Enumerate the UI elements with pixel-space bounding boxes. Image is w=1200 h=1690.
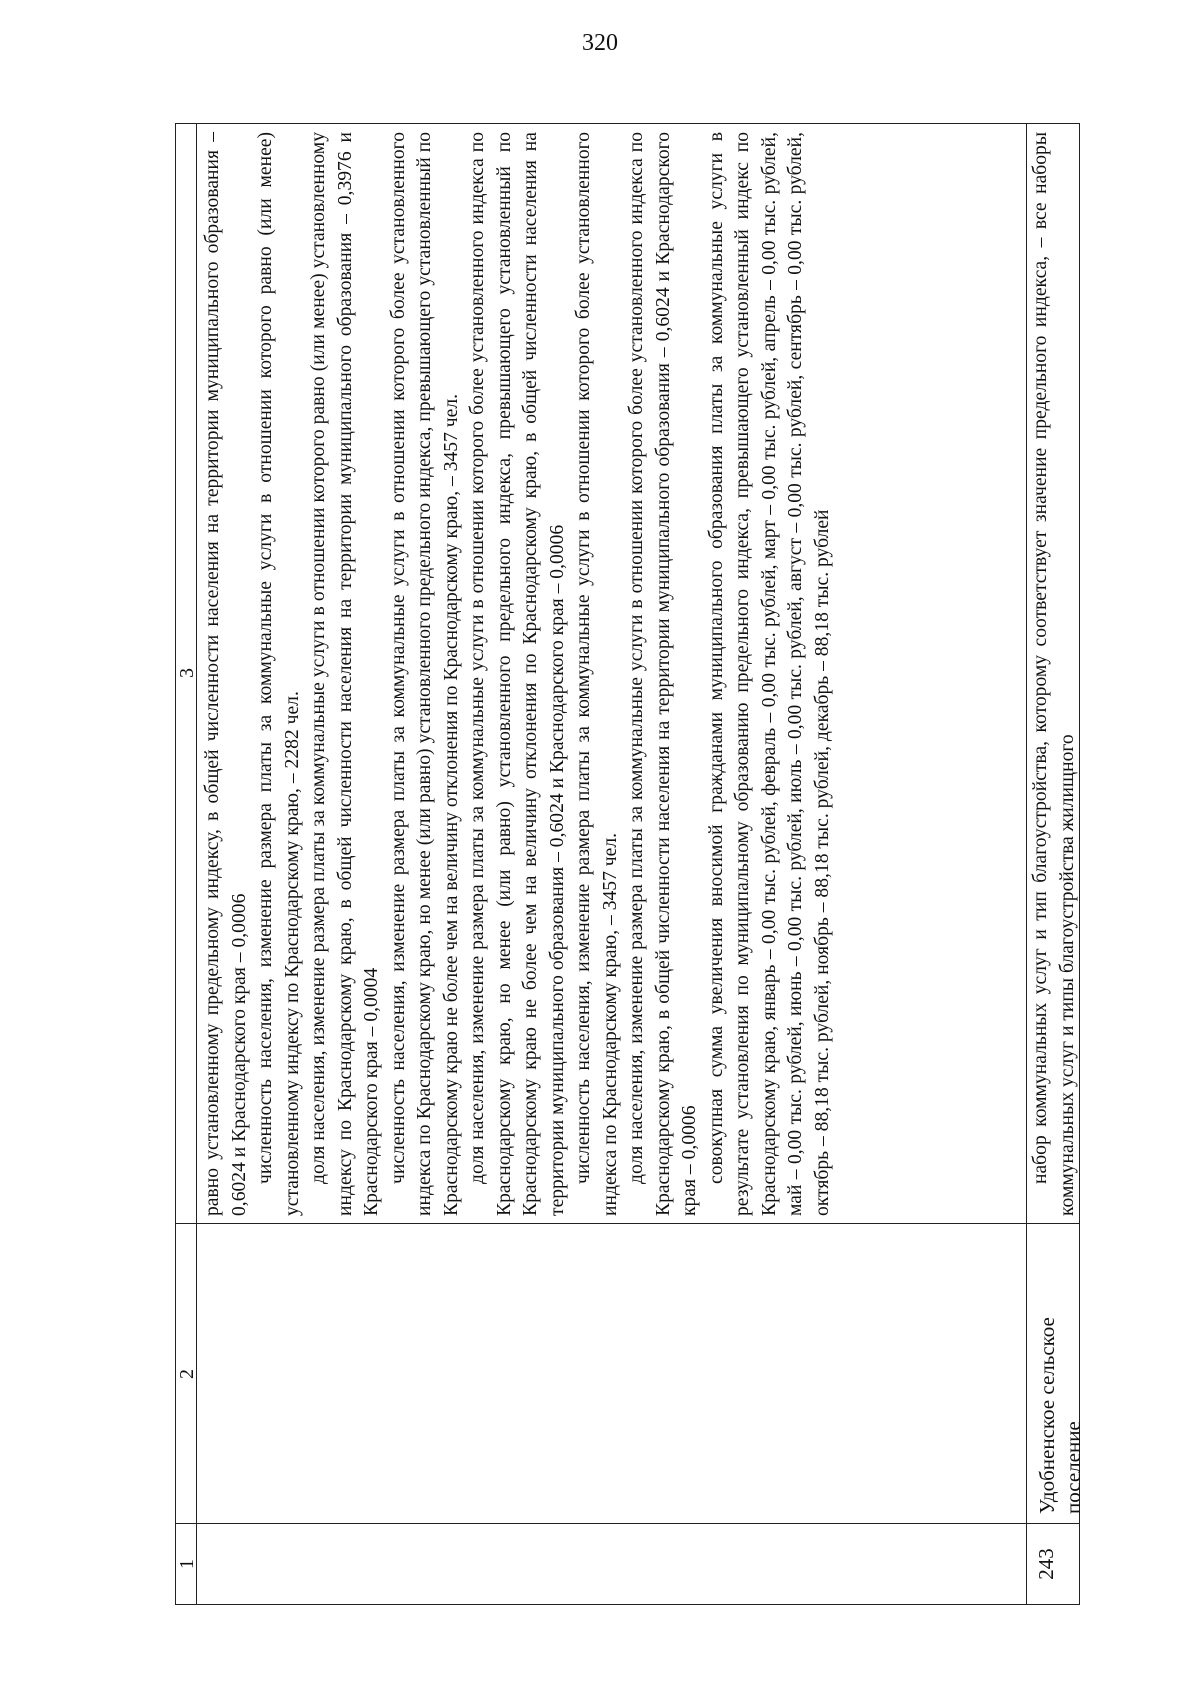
header-col-3: 3	[176, 668, 198, 678]
continued-row-description	[200, 122, 1024, 1224]
paragraph: доля населения, изменение размера платы за коммунальные услуги в отношении которого более установленного индекса по Краснодарскому краю, в общей численности населения на территории муниципального образования – 0,6024 и Краснодарского края – 0,0006	[626, 132, 700, 1216]
column-divider	[176, 1523, 1079, 1524]
header-col-2: 2	[176, 1369, 198, 1379]
next-row-description	[1028, 122, 1081, 1224]
paragraph: численность населения, изменение размера платы за коммунальные услуги в отношении которого более установленного индекса по Краснодарскому краю, – 3457 чел.	[573, 132, 621, 1216]
data-table	[175, 123, 1085, 1605]
settlement-name: Удобненское сельское поселение	[1035, 1317, 1085, 1514]
row-number: 243	[1034, 1548, 1058, 1580]
paragraph: доля населения, изменение размера платы за коммунальные услуги в отношении которого равно (или менее) установленному индексу по Краснодарскому краю, в общей численности населения на территории муниципального образования – 0,3976 и Краснодарского края – 0,0004	[308, 132, 382, 1216]
row-divider	[1026, 124, 1027, 1604]
paragraph: доля населения, изменение размера платы за коммунальные услуги в отношении которого более установленного индекса по Краснодарскому краю, но менее (или равно) установленного предельного индекса, превышающего установленный по Краснодарскому краю не более чем на величину отклонения по Краснодарскому краю, в общей численности населения на территории муниципального образования – 0,6024 и Краснодарского края – 0,0006	[467, 132, 568, 1216]
header-col-1: 1	[176, 1559, 198, 1569]
paragraph: равно установленному предельному индексу, в общей численности населения на территории муниципального образования – 0,6024 и Краснодарского края – 0,0006	[202, 132, 250, 1216]
paragraph: совокупная сумма увеличения вносимой гражданами муниципального образования платы за коммунальные услуги в результате установления по муниципальному образованию предельного индекса, превышающего установленный индекс по Краснодарскому краю, январь – 0,00 тыс. рублей, февраль – 0,00 тыс. рублей, март – 0,00 тыс. рублей, апрель – 0,00 тыс. рублей, май – 0,00 тыс. рублей, июнь – 0,00 тыс. рублей, июль – 0,00 тыс. рублей, август – 0,00 тыс. рублей, сентябрь – 0,00 тыс. рублей, октябрь – 88,18 тыс. рублей, ноябрь – 88,18 тыс. рублей, декабрь – 88,18 тыс. рублей	[705, 132, 833, 1216]
rotated-table-container	[175, 123, 1085, 1605]
paragraph: численность населения, изменение размера платы за коммунальные услуги в отношении которого более установленного индекса по Краснодарскому краю, но менее (или равно) установленного предельного индекса, превышающего установленный по Краснодарскому краю не более чем на величину отклонения по Краснодарскому краю, – 3457 чел.	[387, 132, 462, 1216]
paragraph: численность населения, изменение размера платы за коммунальные услуги в отношении которого равно (или менее) установленному индексу по Краснодарскому краю, – 2282 чел.	[255, 132, 303, 1216]
paragraph: набор коммунальных услуг и тип благоустройства, которому соответствует значение предельного индекса, – все наборы коммунальных услуг и типы благоустройства жилищного	[1030, 132, 1078, 1216]
page-number: 320	[582, 30, 618, 56]
header-row-divider	[196, 124, 197, 1604]
